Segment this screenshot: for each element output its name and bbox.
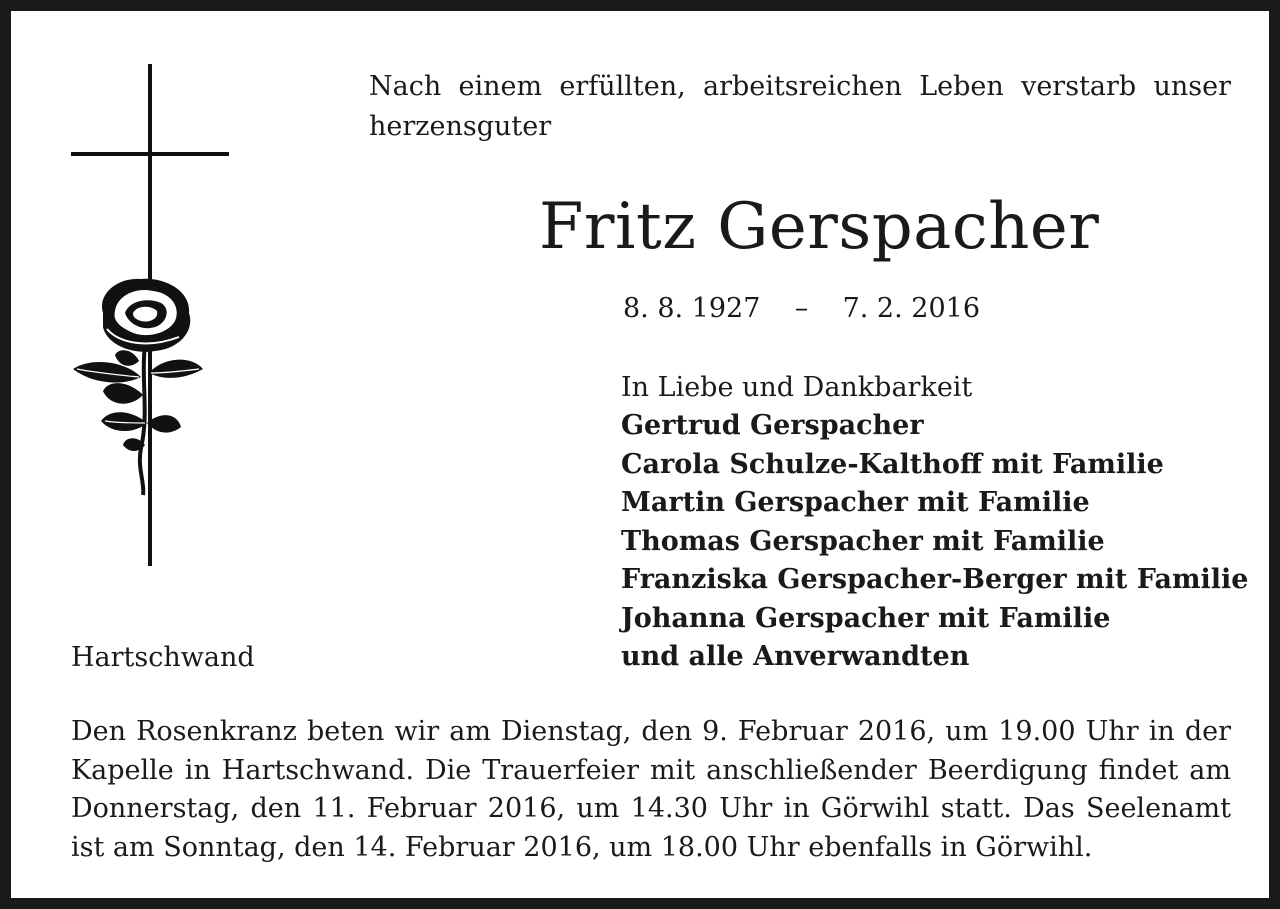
- mourner: Johanna Gerspacher mit Familie: [621, 602, 1111, 634]
- mourner: Martin Gerspacher mit Familie: [621, 487, 1090, 518]
- mourner: Carola Schulze-Kalthoff mit Familie: [621, 448, 1164, 480]
- mourners-list: [621, 407, 1248, 677]
- cross-icon-horizontal: [71, 152, 229, 156]
- death-date: 7. 2. 2016: [842, 293, 980, 324]
- mourner: Gertrud Gerspacher: [621, 410, 924, 441]
- deceased-name: Fritz Gerspacher: [539, 190, 1100, 264]
- mourner: Franziska Gerspacher-Berger mit Familie: [621, 564, 1249, 595]
- intro-text: Nach einem erfüllten, arbeitsreichen Leben verstarb unser herzensguter: [369, 71, 1231, 142]
- rose-icon: [67, 273, 207, 503]
- place-name: Hartschwand: [71, 642, 255, 673]
- service-details: Den Rosenkranz beten wir am Dienstag, den 9. Februar 2016, um 19.00 Uhr in der Kapelle in Hartschwand. Die Trauerfeier mit anschließender Beerdigung findet am Donnerstag, den 11. Februar 2016, um 14.30 Uhr in Görwihl statt. Das Seelenamt ist am Sonntag, den 14. Februar 2016, um 18.00 Uhr ebenfalls in Görwihl.: [71, 716, 1231, 863]
- date-separator: –: [794, 293, 809, 324]
- thanks-line: In Liebe und Dankbarkeit: [621, 372, 973, 403]
- mourner: und alle Anverwandten: [621, 641, 970, 672]
- mourner: Thomas Gerspacher mit Familie: [621, 525, 1105, 557]
- life-dates: [623, 291, 980, 327]
- birth-date: 8. 8. 1927: [623, 293, 761, 324]
